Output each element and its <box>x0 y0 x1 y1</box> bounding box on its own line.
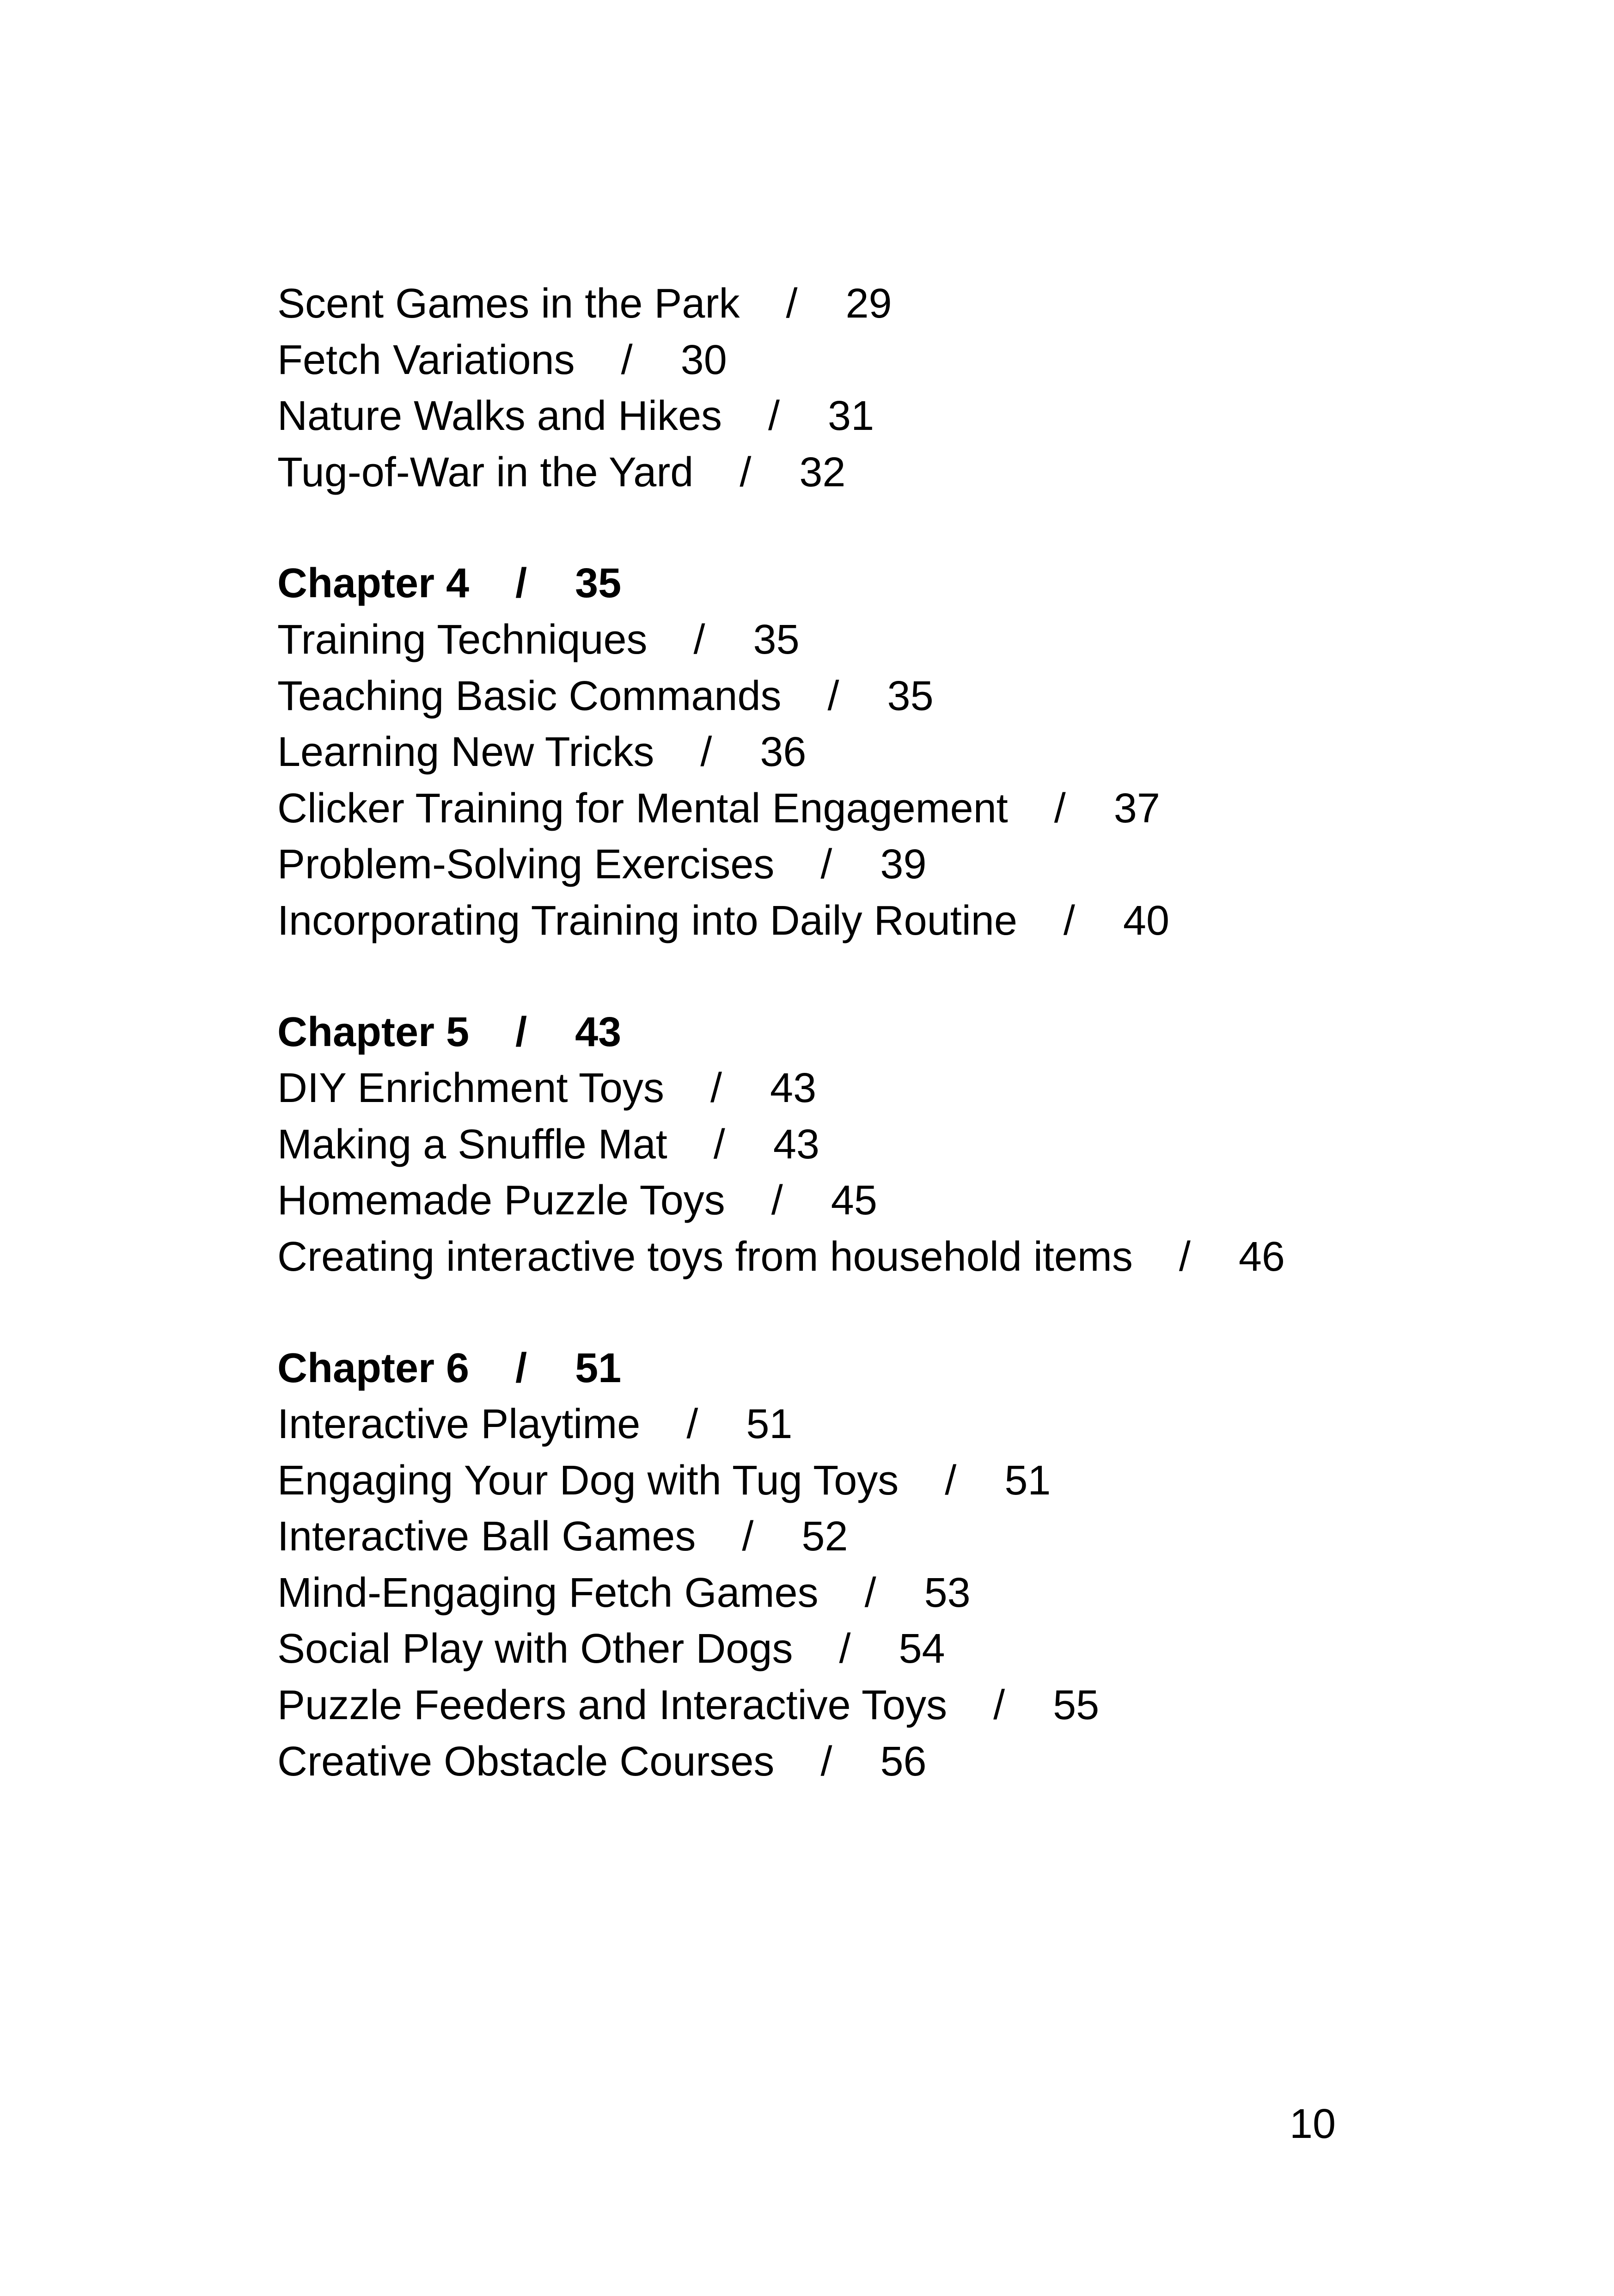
entry-separator: / <box>864 1569 876 1616</box>
entry-separator: / <box>700 729 712 776</box>
toc-entry <box>277 1060 1525 1117</box>
entry-page: 31 <box>828 393 874 440</box>
entry-page: 52 <box>801 1513 848 1560</box>
entry-separator: / <box>686 1401 698 1448</box>
entry-title: Making a Snuffle Mat <box>277 1121 667 1168</box>
chapter-title: Chapter 4 <box>277 560 470 607</box>
entry-page: 55 <box>1053 1682 1100 1729</box>
toc-entry <box>277 332 1525 389</box>
entry-separator: / <box>1063 897 1075 944</box>
entry-page: 51 <box>1004 1457 1051 1504</box>
chapter-separator: / <box>515 1009 527 1055</box>
entry-title: Interactive Ball Games <box>277 1513 696 1560</box>
entry-separator: / <box>693 616 705 663</box>
entry-page: 36 <box>760 729 807 776</box>
toc-entry <box>277 724 1525 781</box>
entry-page: 35 <box>887 673 934 719</box>
chapter-title: Chapter 5 <box>277 1009 470 1055</box>
entry-page: 39 <box>880 841 927 888</box>
page-number: 10 <box>1290 2101 1336 2147</box>
toc-entry <box>277 893 1525 949</box>
toc-entry <box>277 388 1525 445</box>
entry-separator: / <box>993 1682 1005 1729</box>
entry-page: 45 <box>831 1177 877 1224</box>
entry-page: 54 <box>899 1626 945 1672</box>
entry-page: 29 <box>845 281 892 327</box>
entry-title: Homemade Puzzle Toys <box>277 1177 725 1224</box>
chapter-separator: / <box>515 1345 527 1391</box>
toc-entry <box>277 445 1525 501</box>
entry-separator: / <box>839 1626 851 1672</box>
chapter-separator: / <box>515 560 527 607</box>
entry-separator: / <box>945 1457 957 1504</box>
toc-entry <box>277 1509 1525 1565</box>
entry-title: Interactive Playtime <box>277 1401 641 1448</box>
toc-entry <box>277 837 1525 893</box>
entry-page: 56 <box>880 1738 927 1785</box>
chapter-heading <box>277 556 1525 612</box>
entry-title: DIY Enrichment Toys <box>277 1065 665 1112</box>
toc-group <box>277 276 1525 501</box>
entry-title: Scent Games in the Park <box>277 281 740 327</box>
entry-separator: / <box>713 1121 725 1168</box>
entry-title: Clicker Training for Mental Engagement <box>277 785 1008 832</box>
toc-entry <box>277 1678 1525 1734</box>
toc-entry <box>277 1229 1525 1286</box>
entry-title: Mind-Engaging Fetch Games <box>277 1569 819 1616</box>
entry-title: Incorporating Training into Daily Routine <box>277 897 1017 944</box>
toc-entry <box>277 1173 1525 1229</box>
toc-entry <box>277 1734 1525 1790</box>
entry-separator: / <box>740 449 752 496</box>
chapter-page: 43 <box>575 1009 622 1055</box>
chapter-page: 51 <box>575 1345 622 1391</box>
toc-group <box>277 1341 1525 1790</box>
entry-title: Tug-of-War in the Yard <box>277 449 694 496</box>
toc-entry <box>277 1621 1525 1678</box>
entry-title: Engaging Your Dog with Tug Toys <box>277 1457 899 1504</box>
table-of-contents <box>277 276 1525 1845</box>
chapter-page: 35 <box>575 560 622 607</box>
entry-title: Creating interactive toys from household items <box>277 1233 1133 1280</box>
entry-separator: / <box>710 1065 722 1112</box>
toc-entry <box>277 1565 1525 1622</box>
toc-group <box>277 556 1525 949</box>
toc-entry <box>277 1453 1525 1509</box>
toc-group <box>277 1004 1525 1286</box>
chapter-title: Chapter 6 <box>277 1345 470 1391</box>
entry-page: 35 <box>753 616 800 663</box>
toc-entry <box>277 1396 1525 1453</box>
entry-separator: / <box>621 337 633 383</box>
entry-page: 43 <box>770 1065 817 1112</box>
toc-entry <box>277 276 1525 332</box>
entry-page: 30 <box>680 337 727 383</box>
entry-separator: / <box>820 1738 832 1785</box>
chapter-heading <box>277 1341 1525 1397</box>
entry-page: 32 <box>799 449 846 496</box>
entry-title: Problem-Solving Exercises <box>277 841 775 888</box>
toc-entry <box>277 1117 1525 1173</box>
entry-separator: / <box>768 393 780 440</box>
toc-entry <box>277 668 1525 725</box>
chapter-heading <box>277 1004 1525 1061</box>
entry-separator: / <box>1054 785 1066 832</box>
entry-separator: / <box>1179 1233 1191 1280</box>
entry-page: 46 <box>1238 1233 1285 1280</box>
entry-page: 40 <box>1123 897 1170 944</box>
entry-title: Training Techniques <box>277 616 648 663</box>
entry-separator: / <box>771 1177 783 1224</box>
entry-page: 43 <box>773 1121 819 1168</box>
entry-title: Puzzle Feeders and Interactive Toys <box>277 1682 948 1729</box>
entry-separator: / <box>820 841 832 888</box>
entry-page: 53 <box>924 1569 971 1616</box>
entry-title: Teaching Basic Commands <box>277 673 782 719</box>
entry-title: Social Play with Other Dogs <box>277 1626 793 1672</box>
entry-title: Learning New Tricks <box>277 729 654 776</box>
entry-title: Creative Obstacle Courses <box>277 1738 775 1785</box>
entry-page: 51 <box>746 1401 793 1448</box>
toc-entry <box>277 612 1525 668</box>
entry-title: Fetch Variations <box>277 337 575 383</box>
entry-separator: / <box>827 673 839 719</box>
entry-separator: / <box>742 1513 754 1560</box>
toc-entry <box>277 781 1525 837</box>
entry-page: 37 <box>1113 785 1160 832</box>
entry-title: Nature Walks and Hikes <box>277 393 722 440</box>
entry-separator: / <box>786 281 798 327</box>
